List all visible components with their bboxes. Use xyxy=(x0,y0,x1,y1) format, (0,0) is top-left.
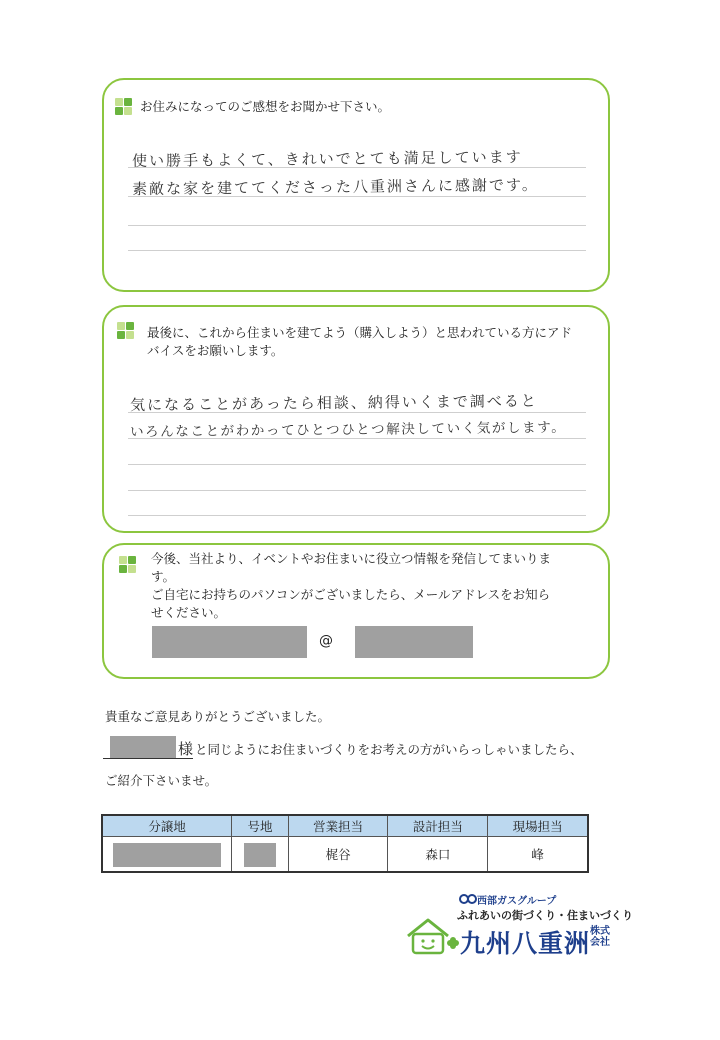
question-advice xyxy=(147,324,572,360)
header-lot-number: 号地 xyxy=(232,815,288,837)
question-line: す。 xyxy=(151,569,176,584)
saibu-gas-mark-icon xyxy=(459,894,477,904)
question-line: ご自宅にお持ちのパソコンがございましたら、メールアドレスをお知ら xyxy=(151,587,551,602)
handwritten-answer-line: 素敵な家を建ててくださった八重洲さんに感謝です。 xyxy=(131,175,539,199)
header-sales-rep: 営業担当 xyxy=(288,815,388,837)
question-line: バイスをお願いします。 xyxy=(147,343,284,358)
answer-rule xyxy=(128,225,586,226)
email-at-sign: @ xyxy=(319,633,333,649)
header-designer: 設計担当 xyxy=(388,815,488,837)
smiling-house-icon xyxy=(404,916,452,956)
green-squares-icon xyxy=(119,556,137,574)
site-manager-cell: 峰 xyxy=(488,837,588,873)
suffix-top: 株式 xyxy=(590,926,610,937)
question-line: 最後に、これから住まいを建てよう（購入しよう）と思われている方にアド xyxy=(147,325,573,340)
referral-text: と同じようにお住まいづくりをお考えの方がいらっしゃいましたら、 xyxy=(195,742,583,757)
company-suffix xyxy=(590,926,610,948)
subdivision-redacted xyxy=(113,843,221,867)
answer-rule xyxy=(128,250,586,251)
subdivision-cell xyxy=(102,837,232,873)
header-subdivision: 分譲地 xyxy=(102,815,232,837)
email-domain-redacted xyxy=(355,626,473,658)
lot-number-redacted xyxy=(244,843,276,867)
email-local-part-redacted xyxy=(152,626,307,658)
table-row xyxy=(102,837,588,873)
referral-end-text: ご紹介下さいませ。 xyxy=(105,773,218,788)
honorific-sama: 様 xyxy=(178,740,194,758)
question-email xyxy=(151,550,551,622)
clover-icon xyxy=(446,936,460,950)
tagline: ふれあいの街づくり・住まいづくり xyxy=(457,909,633,922)
suffix-bottom: 会社 xyxy=(590,937,610,948)
staff-table xyxy=(101,814,589,873)
answer-rule xyxy=(128,490,586,491)
header-site-manager: 現場担当 xyxy=(488,815,588,837)
designer-cell: 森口 xyxy=(388,837,488,873)
handwritten-answer-line: 気になることがあったら相談、納得いくまで調べると xyxy=(129,391,538,415)
company-name: 九州八重洲 xyxy=(460,929,591,958)
lot-number-cell xyxy=(232,837,288,873)
question-line: 今後、当社より、イベントやお住まいに役立つ情報を発信してまいりま xyxy=(151,551,552,566)
sales-rep-cell: 梶谷 xyxy=(288,837,388,873)
handwritten-answer-line: いろんなことがわかってひとつひとつ解決していく気がします。 xyxy=(129,419,567,441)
question-impressions: お住みになってのご感想をお聞かせ下さい。 xyxy=(140,99,391,114)
answer-rule xyxy=(128,464,586,465)
answer-rule xyxy=(128,515,586,516)
green-squares-icon xyxy=(117,322,135,340)
thanks-text: 貴重なご意見ありがとうございました。 xyxy=(105,709,331,724)
customer-name-redacted xyxy=(110,736,176,758)
handwritten-answer-line: 使い勝手もよくて、きれいでとても満足しています xyxy=(131,147,523,171)
company-logo xyxy=(404,890,634,960)
question-line: せください。 xyxy=(151,605,227,620)
group-name: 西部ガスグループ xyxy=(477,896,557,907)
table-header-row xyxy=(102,815,588,837)
green-squares-icon xyxy=(115,98,133,116)
